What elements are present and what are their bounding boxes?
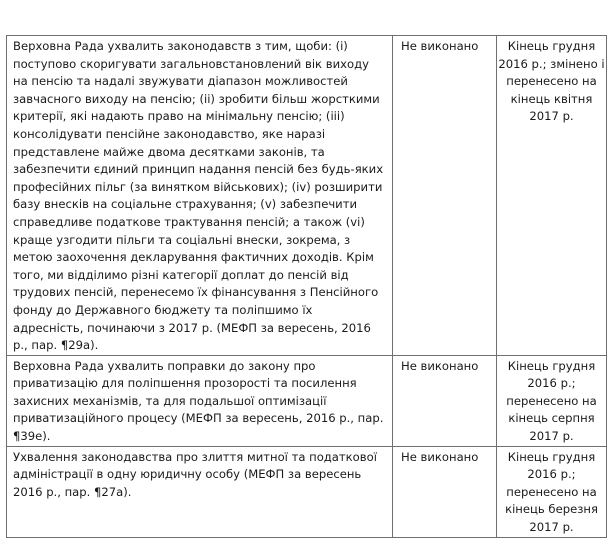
deadline-cell [497,36,607,356]
measure-cell [7,446,393,537]
table-row [7,446,607,537]
measure-text: Ухвалення законодавства про злиття митної та податкової адміністрації в одну юридичну особу (МЕФП за вересень 2016 р., пар. ¶27а). [13,449,377,499]
status-cell [393,446,497,537]
table-row [7,355,607,446]
deadline-text: Кінець грудня 2016 р.; змінено і перенесено на кінець квітня 2017 р. [498,39,605,124]
measure-cell [7,355,393,446]
deadline-text: Кінець грудня 2016 р.; перенесено на кінець серпня 2017 р. [506,358,597,444]
table-row [7,36,607,356]
deadline-cell [497,355,607,446]
status-cell [393,355,497,446]
status-text: Не виконано [401,449,479,464]
deadline-text: Кінець грудня 2016 р.; перенесено на кінець березня 2017 р. [505,449,598,535]
measure-text: Верховна Рада ухвалить поправки до закону про приватизацію для поліпшення прозорості та посилення захисних механізмів, та для подальшої оптимізації приватизаційного процесу (МЕФП за вересень, 2016 р., пар. ¶39е). [13,358,384,444]
measure-text: Верховна Рада ухвалить законодавств з тим, щоби: (і) поступово скоригувати загальновстановлений вік виходу на пенсію та надалі звужувати діапазон можливостей завчасного виходу на пенсію; (іі) зробити більш жорсткими критерії, які надають право на мінімальну пенсію; (ііі) консолідувати пенсійне законодавство, яке наразі представлене майже двома десятками законів, та забезпечити єдиний принцип надання пенсій без будь-яких професійних пільг (за винятком військових); (iv) розширити базу внесків на соціальне страхування; (v) забезпечити справедливе податкове трактування пенсій; а також (vi) краще узгодити пільги та соціальні внески, зокрема, з метою заохочення декларування фактичних доходів. Крім того, ми відділимо різні категорії доплат до пенсій від трудових пенсій, перенесемо їх фінансування з Пенсійного фонду до Державного бюджету та поліпшимо їх адресність, починаючи з 2017 р. (МЕФП за вересень, 2016 р., пар. ¶29а). [13,39,384,353]
deadline-cell [497,446,607,537]
status-cell [393,36,497,356]
status-text: Не виконано [401,358,479,373]
status-text: Не виконано [401,39,479,53]
measure-cell [7,36,393,356]
commitments-table [6,35,607,538]
